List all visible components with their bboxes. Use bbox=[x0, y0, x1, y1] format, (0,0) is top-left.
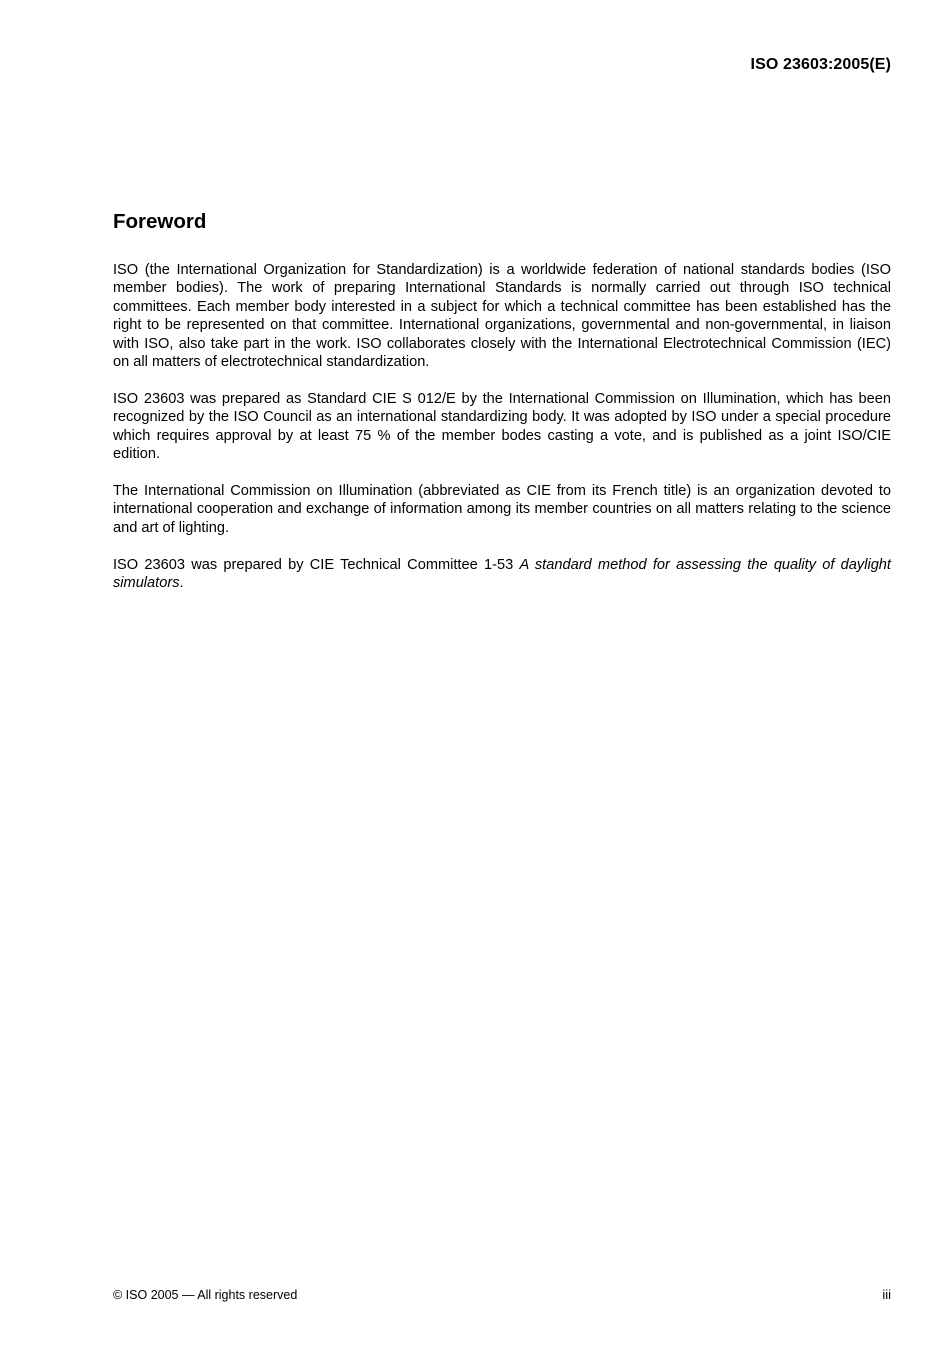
document-id: ISO 23603:2005(E) bbox=[750, 56, 891, 73]
page-number: iii bbox=[882, 1287, 891, 1302]
foreword-paragraph-4-suffix: . bbox=[179, 575, 184, 592]
foreword-section bbox=[113, 208, 891, 611]
page-title: Foreword bbox=[113, 210, 207, 233]
foreword-paragraph-4-prefix: ISO 23603 was prepared by CIE Technical Committee 1-53 bbox=[113, 556, 520, 573]
foreword-paragraph-1: ISO (the International Organization for Standardization) is a worldwide federation of national standards bodies (ISO member bodies). The work of preparing International Standards is normally carried out through ISO technical committees. Each member body interested in a subject for which a technical committee has been established has the right to be represented on that committee. International organizations, governmental and non-governmental, in liaison with ISO, also take part in the work. ISO collaborates closely with the International Electrotechnical Commission (IEC) on all matters of electrotechnical standardization. bbox=[113, 262, 891, 371]
foreword-paragraph-2: ISO 23603 was prepared as Standard CIE S 012/E by the International Commission on Illumination, which has been recognized by the ISO Council as an international standardizing body. It was adopted by ISO under a special procedure which requires approval by at least 75 % of the member bodes casting a vote, and is published as a joint ISO/CIE edition. bbox=[113, 390, 891, 463]
committee-title: A standard method for assessing the quality of daylight simulators bbox=[113, 556, 891, 592]
foreword-paragraph-3: The International Commission on Illumination (abbreviated as CIE from its French title) is an organization devoted to international cooperation and exchange of information among its member countries on all matters relating to the science and art of lighting. bbox=[113, 483, 891, 536]
foreword-paragraph-4 bbox=[113, 556, 891, 593]
copyright-notice: © ISO 2005 — All rights reserved bbox=[113, 1288, 298, 1302]
